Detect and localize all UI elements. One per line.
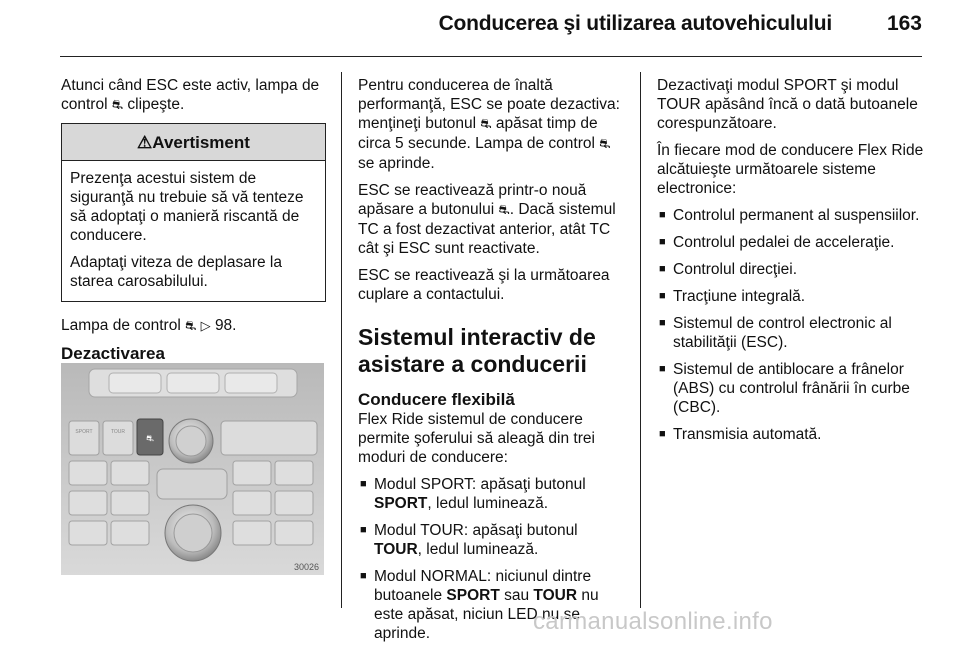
- page-number: 163: [886, 12, 922, 35]
- warning-triangle-icon: ⚠: [137, 133, 153, 152]
- esc-off-icon: ⛐: [185, 319, 197, 334]
- column-divider: [341, 72, 342, 608]
- list-item: ■ Modul TOUR: apăsaţi butonul TOUR, ledul luminează.: [358, 521, 626, 559]
- flexride-intro: Flex Ride sistemul de conducere permite şoferului să aleagă din trei moduri de conducere:: [358, 411, 595, 466]
- column-1: [61, 76, 326, 373]
- sport-button-label: SPORT: [75, 429, 93, 435]
- tour-button-label: TOUR: [110, 429, 126, 435]
- systems-list: [657, 206, 925, 444]
- lamp-reference: Lampa de control ⛐ ▷ 98.: [61, 317, 237, 334]
- esc-off-icon: ⛐: [599, 137, 611, 152]
- watermark: carmanualsonline.info: [533, 608, 773, 635]
- column-divider: [640, 72, 641, 608]
- warning-box: [61, 123, 326, 302]
- list-item: ■ Tracţiune integrală.: [657, 287, 925, 306]
- running-header: Conducerea şi utilizarea autovehiculului: [438, 12, 832, 35]
- warning-header: [62, 124, 325, 161]
- esc-off-icon: ⛐: [480, 117, 492, 132]
- list-item: ■ Controlul pedalei de acceleraţie.: [657, 233, 925, 252]
- deactivation-paragraph: Pentru conducerea de înaltă performanţă, ESC se poate dezactiva: menţineţi butonul ⛐ apăsat timp de circa 5 secunde. Lampa de control ⛐ se aprinde.: [358, 77, 620, 172]
- list-item: ■ Controlul direcţiei.: [657, 260, 925, 279]
- warning-text: Adaptaţi viteza de deplasare la starea carosabilului.: [70, 254, 282, 290]
- warning-title: Avertisment: [152, 133, 250, 152]
- list-item: ■ Modul NORMAL: niciunul dintre butoanele SPORT sau TOUR nu este apăsat, niciun LED nu se aprinde.: [358, 567, 626, 643]
- section-heading: Sistemul interactiv de asistare a conducerii: [358, 324, 596, 377]
- esc-off-icon: ⛐: [498, 203, 510, 218]
- page-reference-icon: ▷: [200, 319, 211, 334]
- reactivation-paragraph: ESC se reactivează printr-o nouă apăsare a butonului ⛐. Dacă sistemul TC a fost dezactivat anterior, atât TC cât şi ESC sunt reactivate.: [358, 182, 616, 257]
- esc-off-icon: ⛐: [111, 98, 124, 113]
- list-item: ■ Sistemul de control electronic al stabilităţii (ESC).: [657, 314, 925, 352]
- ignition-paragraph: ESC se reactivează şi la următoarea cuplare a contactului.: [358, 267, 610, 303]
- control-panel-photo: [61, 363, 324, 575]
- list-item: ■ Controlul permanent al suspensiilor.: [657, 206, 925, 225]
- list-item: ■ Sistemul de antiblocare a frânelor (ABS) cu controlul frânării în curbe (CBC).: [657, 360, 925, 417]
- list-item: ■ Modul SPORT: apăsaţi butonul SPORT, ledul luminează.: [358, 475, 626, 513]
- list-item: ■ Transmisia automată.: [657, 425, 925, 444]
- deactivation-heading: Dezactivarea: [61, 344, 165, 363]
- column-3: [657, 76, 925, 452]
- esc-button-icon: ⛐: [146, 434, 154, 444]
- esc-active-paragraph: Atunci când ESC este activ, lampa de control ⛐ clipeşte.: [61, 77, 320, 113]
- image-code: 30026: [293, 562, 319, 572]
- systems-intro: În fiecare mod de conducere Flex Ride alcătuieşte următoarele sisteme electronice:: [657, 142, 924, 197]
- header-rule: [60, 56, 922, 57]
- subsection-heading: Conducere flexibilă: [358, 390, 515, 409]
- column-2: [358, 76, 626, 651]
- deactivate-modes-paragraph: Dezactivaţi modul SPORT şi modul TOUR apăsând încă o dată butoanele corespunzătoare.: [657, 77, 918, 132]
- warning-text: Prezenţa acestui sistem de siguranţă nu trebuie să vă tenteze să adoptaţi o manieră riscantă de conducere.: [70, 170, 304, 244]
